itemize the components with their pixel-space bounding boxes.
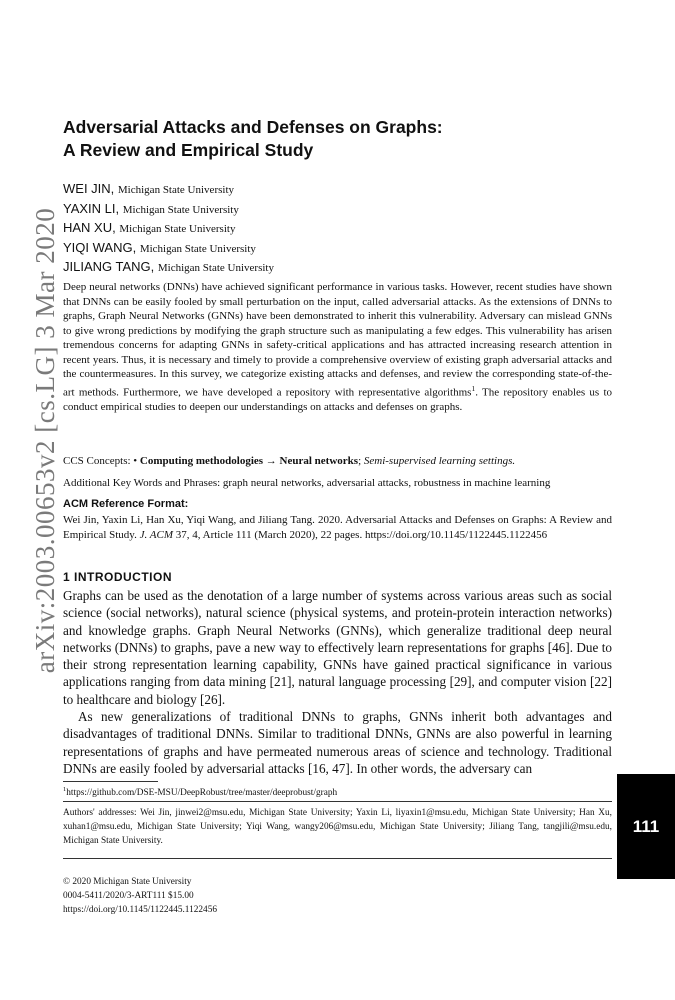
reference-text: Wei Jin, Yaxin Li, Han Xu, Yiqi Wang, and Jiliang Tang. 2020. Adversarial Attacks and Defenses on Graphs: A Review and Empirical Study. — [63, 514, 612, 541]
reference-text-end: 37, 4, Article 111 (March 2020), 22 pages. https://doi.org/10.1145/1122445.1122456 — [173, 528, 548, 541]
keywords: Additional Key Words and Phrases: graph neural networks, adversarial attacks, robustness in machine learning — [63, 477, 551, 489]
author-entry — [63, 180, 603, 200]
author-affiliation: Michigan State University — [119, 223, 236, 235]
author-addresses: Authors' addresses: Wei Jin, jinwei2@msu.edu, Michigan State University; Yaxin Li, liyaxin1@msu.edu, Michigan State University; Han Xu, xuhan1@msu.edu, Michigan State University; Yiqi Wang, wangy206@msu.edu, Michigan State University; Jiliang Tang, tangjili@msu.edu, Michigan State University. — [63, 808, 612, 846]
author-affiliation: Michigan State University — [157, 262, 274, 274]
ccs-concepts — [63, 454, 612, 468]
footnote-number: 1 — [63, 786, 67, 793]
issn-line: 0004-5411/2020/3-ART111 $15.00 — [63, 891, 194, 901]
reference-format — [63, 513, 612, 542]
introduction-body — [63, 587, 612, 777]
author-list — [63, 180, 603, 278]
author-name: HAN XU, — [63, 220, 116, 235]
author-name: YAXIN LI, — [63, 200, 120, 216]
title-line-2: A Review and Empirical Study — [63, 140, 314, 160]
footnote-text: https://github.com/DSE-MSU/DeepRobust/tree/master/deeprobust/graph — [66, 788, 338, 799]
footnote — [63, 786, 337, 798]
reference-format-heading: ACM Reference Format: — [63, 498, 189, 510]
author-entry — [63, 219, 603, 239]
ccs-bold: Computing methodologies → Neural networks — [139, 455, 359, 467]
abstract-text-end: . The repository enables us to conduct empirical studies to deepen our understandings on attacks and defenses on graphs. — [63, 386, 613, 413]
author-name: WEI JIN, — [63, 181, 115, 196]
doi-line: https://doi.org/10.1145/1122445.1122456 — [63, 905, 218, 915]
copyright-divider — [63, 858, 612, 859]
copyright-block — [63, 875, 217, 917]
author-entry — [63, 239, 603, 259]
address-divider — [63, 801, 612, 802]
author-name: JILIANG TANG, — [63, 259, 155, 274]
footnote-marker: 1 — [471, 383, 476, 393]
copyright-line: © 2020 Michigan State University — [63, 877, 192, 887]
author-name: YIQI WANG, — [63, 239, 137, 255]
ccs-prefix: CCS Concepts: • — [63, 455, 140, 467]
arxiv-stamp-text: arXiv:2003.00653v2 [cs.LG] 3 Mar 2020 — [30, 207, 61, 673]
ccs-italic: Semi-supervised learning settings. — [363, 455, 516, 467]
intro-paragraph-2: As new generalizations of traditional DNNs to graphs, GNNs inherit both advantages and disadvantages of traditional DNNs. Similar to traditional DNNs, GNNs are also powerful in learning representations of graphs and have permeated numerous areas of science and technology. Traditional DNNs are easily fooled by adversarial attacks [16, 47]. In other words, the adversary can — [63, 709, 612, 776]
intro-paragraph-1: Graphs can be used as the denotation of a large number of systems across various areas such as social science (social networks), natural science (physical systems, and protein-protein interaction networks) and knowledge graphs. Graph Neural Networks (GNNs), which generalize traditional deep neural networks (DNNs) to graphs, pave a new way to effectively learn representations for graphs [46]. Due to their strong representation learning capability, GNNs have gained practical significance in various applications ranging from data mining [21], natural language processing [29], and computer vision [22] to healthcare and biology [26]. — [63, 588, 612, 707]
author-affiliation: Michigan State University — [122, 203, 239, 216]
abstract-text: Deep neural networks (DNNs) have achieved significant performance in various tasks. However, recent studies have shown that DNNs can be easily fooled by small perturbation on the input, called adversarial attacks. As the extensions of DNNs to graphs, Graph Neural Networks (GNNs) have been demonstrated to inherit this vulnerability. Adversary can mislead GNNs to give wrong predictions by modifying the graph structure such as manipulating a few edges. This vulnerability has arisen tremendous concerns for adapting GNNs in safety-critical applications and has attracted increasing research attention in recent years. Thus, it is necessary and timely to provide a comprehensive overview of existing graph adversarial attacks and the countermeasures. In this survey, we categorize existing attacks and defenses, and review the corresponding state-of-the-art methods. Furthermore, we have developed a repository with representative algorithms — [63, 281, 612, 399]
footnote-divider — [63, 781, 158, 782]
ccs-separator: ; — [358, 455, 364, 467]
title-line-1: Adversarial Attacks and Defenses on Graphs: — [63, 117, 443, 137]
paper-title — [63, 116, 583, 162]
arxiv-stamp — [26, 180, 66, 700]
page-number-tab — [617, 774, 675, 879]
author-entry — [63, 200, 603, 220]
author-entry — [63, 258, 603, 278]
journal-name: J. ACM — [139, 528, 173, 541]
section-heading: 1 INTRODUCTION — [63, 570, 172, 584]
author-affiliation: Michigan State University — [117, 184, 234, 196]
author-affiliation: Michigan State University — [139, 242, 256, 255]
page-number: 111 — [632, 816, 660, 836]
abstract — [63, 280, 612, 414]
